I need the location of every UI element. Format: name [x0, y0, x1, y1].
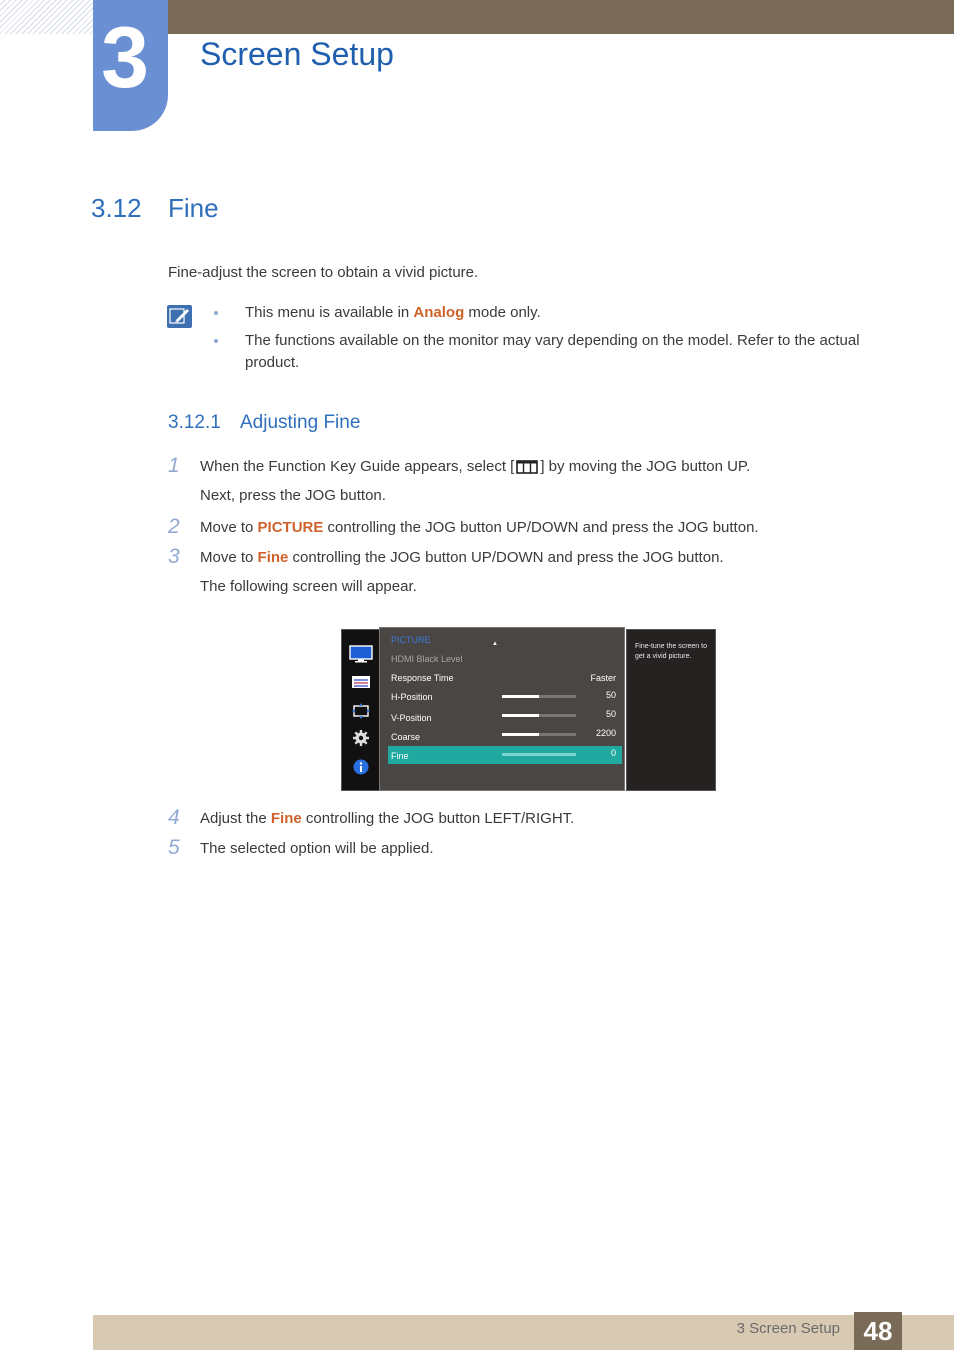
- osd-row-value: Faster: [590, 673, 616, 683]
- fine-highlight: Fine: [270, 810, 302, 827]
- osd-slider[interactable]: [502, 753, 576, 756]
- step-text-after: controlling the JOG button LEFT/RIGHT.: [301, 810, 575, 827]
- step-text-after: ] by moving the JOG button UP.: [540, 458, 751, 475]
- osd-slider[interactable]: [502, 714, 576, 717]
- footer-chapter-label: 3 Screen Setup: [736, 1320, 840, 1337]
- osd-menu-panel: [379, 627, 625, 791]
- note-text: This menu is available in: [245, 304, 414, 321]
- osd-row-label: H-Position: [391, 692, 433, 702]
- gear-icon: [349, 728, 373, 748]
- step-text: [200, 808, 574, 830]
- osd-row-label: Fine: [391, 751, 409, 761]
- osd-menu-item-disabled: HDMI Black Level: [391, 654, 463, 664]
- osd-row-label: Response Time: [391, 673, 454, 683]
- note-text-end: mode only.: [464, 304, 541, 321]
- section-title: Fine: [168, 193, 219, 223]
- osd-row-response-time[interactable]: [388, 669, 622, 687]
- osd-icon-sidebar: [341, 629, 381, 791]
- step-text: [200, 456, 750, 482]
- resize-icon: [349, 701, 373, 721]
- step-number: 4: [168, 806, 180, 829]
- section-number: 3.12: [91, 193, 142, 223]
- osd-row-fine-selected[interactable]: [388, 746, 622, 764]
- note-pencil-icon: [167, 305, 192, 328]
- osd-row-label: V-Position: [391, 713, 432, 723]
- osd-row-value: 2200: [595, 728, 616, 738]
- step-text: [200, 547, 724, 569]
- osd-slider-fill: [502, 695, 539, 698]
- step-text-before: When the Function Key Guide appears, select [: [200, 458, 515, 475]
- osd-menu-heading: PICTURE: [391, 635, 431, 645]
- intro-text: Fine-adjust the screen to obtain a vivid picture.: [168, 264, 479, 281]
- step-continuation: Next, press the JOG button.: [200, 487, 386, 504]
- osd-slider-fill: [502, 733, 539, 736]
- step-text-before: Move to: [200, 549, 258, 566]
- chapter-title: Screen Setup: [200, 36, 394, 72]
- subsection-title: Adjusting Fine: [240, 412, 361, 433]
- note-text: The functions available on the monitor may vary depending on the model. Refer to the actual product.: [245, 332, 860, 371]
- note-item: [212, 330, 862, 374]
- osd-row-v-position[interactable]: [388, 707, 622, 725]
- osd-slider[interactable]: [502, 733, 576, 736]
- note-item: [212, 302, 862, 324]
- step-number: 5: [168, 836, 180, 859]
- monitor-icon: [349, 644, 373, 664]
- menu-grid-icon: [516, 459, 538, 482]
- fine-highlight: Fine: [257, 549, 289, 566]
- step-text-before: Adjust the: [200, 810, 271, 827]
- step-number: 1: [168, 454, 180, 477]
- page-number: 48: [854, 1312, 902, 1350]
- header-bar: [168, 0, 954, 34]
- note-list: [212, 302, 862, 380]
- picture-highlight: PICTURE: [257, 519, 324, 536]
- osd-row-value: 50: [605, 690, 616, 700]
- analog-highlight: Analog: [413, 304, 465, 321]
- step-text-after: controlling the JOG button UP/DOWN and press the JOG button.: [288, 549, 724, 566]
- osd-slider[interactable]: [502, 695, 576, 698]
- bullet-dot: [214, 339, 218, 343]
- step-text-before: Move to: [200, 519, 258, 536]
- picture-list-icon: [349, 672, 373, 692]
- step-text: [200, 517, 759, 539]
- osd-help-text: Fine-tune the screen to get a vivid picture.: [635, 643, 707, 660]
- chapter-number: 3: [101, 10, 149, 106]
- osd-row-label: Coarse: [391, 732, 421, 742]
- header-hatch-pattern: [0, 0, 93, 34]
- chapter-tab: [93, 0, 168, 131]
- osd-row-value: 0: [610, 748, 616, 758]
- osd-help-panel: [626, 629, 716, 791]
- step-number: 2: [168, 515, 180, 538]
- osd-row-h-position[interactable]: [388, 688, 622, 706]
- osd-row-coarse[interactable]: [388, 726, 622, 744]
- step-text: The selected option will be applied.: [200, 840, 434, 857]
- osd-slider-fill: [502, 714, 539, 717]
- step-text-after: controlling the JOG button UP/DOWN and press the JOG button.: [323, 519, 759, 536]
- info-icon: [349, 757, 373, 777]
- step-number: 3: [168, 545, 180, 568]
- subsection-number: 3.12.1: [168, 412, 221, 433]
- osd-row-value: 50: [605, 709, 616, 719]
- step-continuation: The following screen will appear.: [200, 578, 417, 595]
- bullet-dot: [214, 311, 218, 315]
- scroll-up-arrow-icon[interactable]: ▲: [492, 641, 498, 647]
